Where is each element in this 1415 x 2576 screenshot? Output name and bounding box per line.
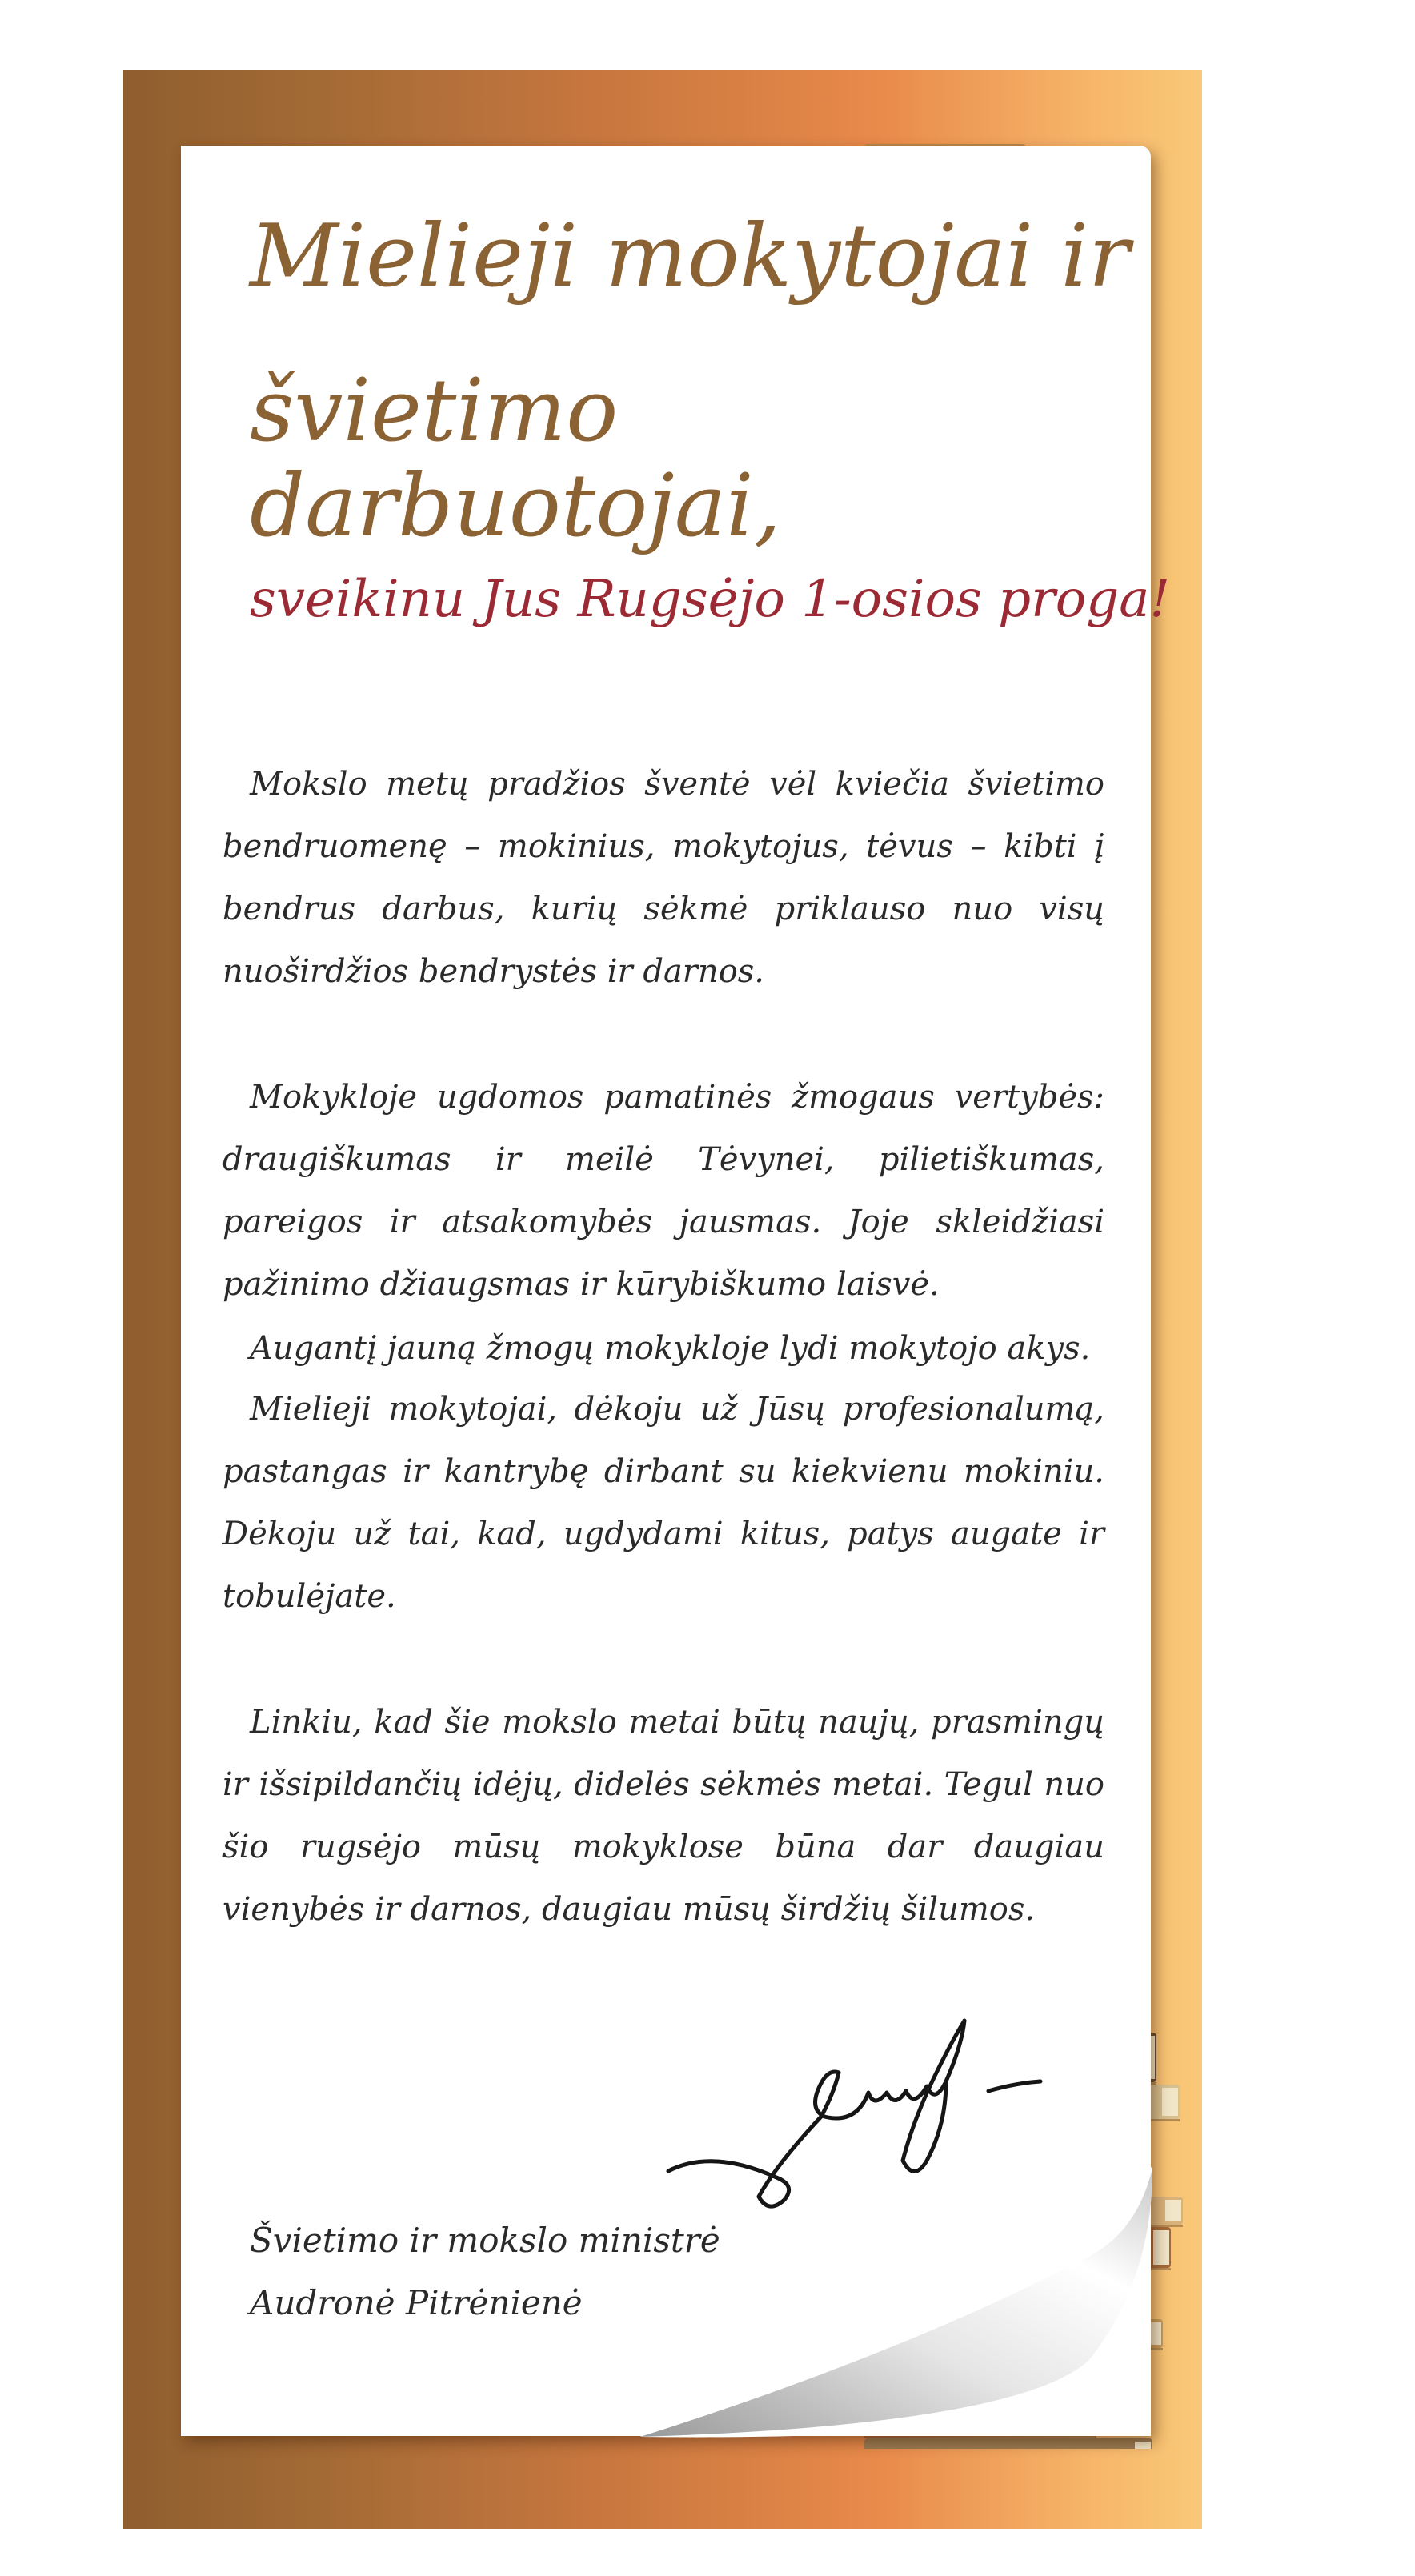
handwritten-signature — [664, 1997, 1080, 2221]
paragraph-5 — [222, 1691, 1104, 1941]
paragraph-1 — [222, 753, 1104, 1003]
paragraph-1-text: Mokslo metų pradžios šventė vėl kviečia švietimo bendruomenę – mokinius, mokytojus, tėvus – kibti į bendrus darbus, kurių sėkmė priklauso nuo visų nuoširdžios bendrystės ir darnos. — [222, 766, 1104, 990]
paragraph-4-text: Mielieji mokytojai, dėkoju už Jūsų profesionalumą, pastangas ir kantrybę dirbant su kiekvienu mokiniu. Dėkoju už tai, kad, ugdydami kitus, patys augate ir tobulėjate. — [222, 1391, 1104, 1615]
greeting-line: sveikinu Jus Rugsėjo 1-osios proga! — [250, 570, 1171, 629]
signer-name: Audronė Pitrėnienė — [250, 2283, 583, 2322]
paragraph-4 — [222, 1378, 1104, 1628]
paragraph-2 — [222, 1066, 1104, 1316]
signer-role: Švietimo ir mokslo ministrė — [250, 2221, 720, 2260]
paragraph-5-text: Linkiu, kad šie mokslo metai būtų naujų, prasmingų ir išsipildančių idėjų, didelės sėkmės metai. Tegul nuo šio rugsėjo mūsų mokyklose būna dar daugiau vienybės ir darnos, daugiau mūsų širdžių šilumos. — [222, 1704, 1104, 1928]
paragraph-3 — [222, 1317, 1104, 1380]
paragraph-2-text: Mokykloje ugdomos pamatinės žmogaus vertybės: draugiškumas ir meilė Tėvynei, pilietiškumas, pareigos ir atsakomybės jausmas. Joje skleidžiasi pažinimo džiaugsmas ir kūrybiškumo laisvė. — [222, 1079, 1104, 1303]
title-line-1: Mielieji mokytojai ir — [250, 206, 1130, 306]
paragraph-3-text: Augantį jauną žmogų mokykloje lydi mokytojo akys. — [250, 1330, 1091, 1367]
title-line-2: švietimo darbuotojai, — [250, 361, 782, 556]
